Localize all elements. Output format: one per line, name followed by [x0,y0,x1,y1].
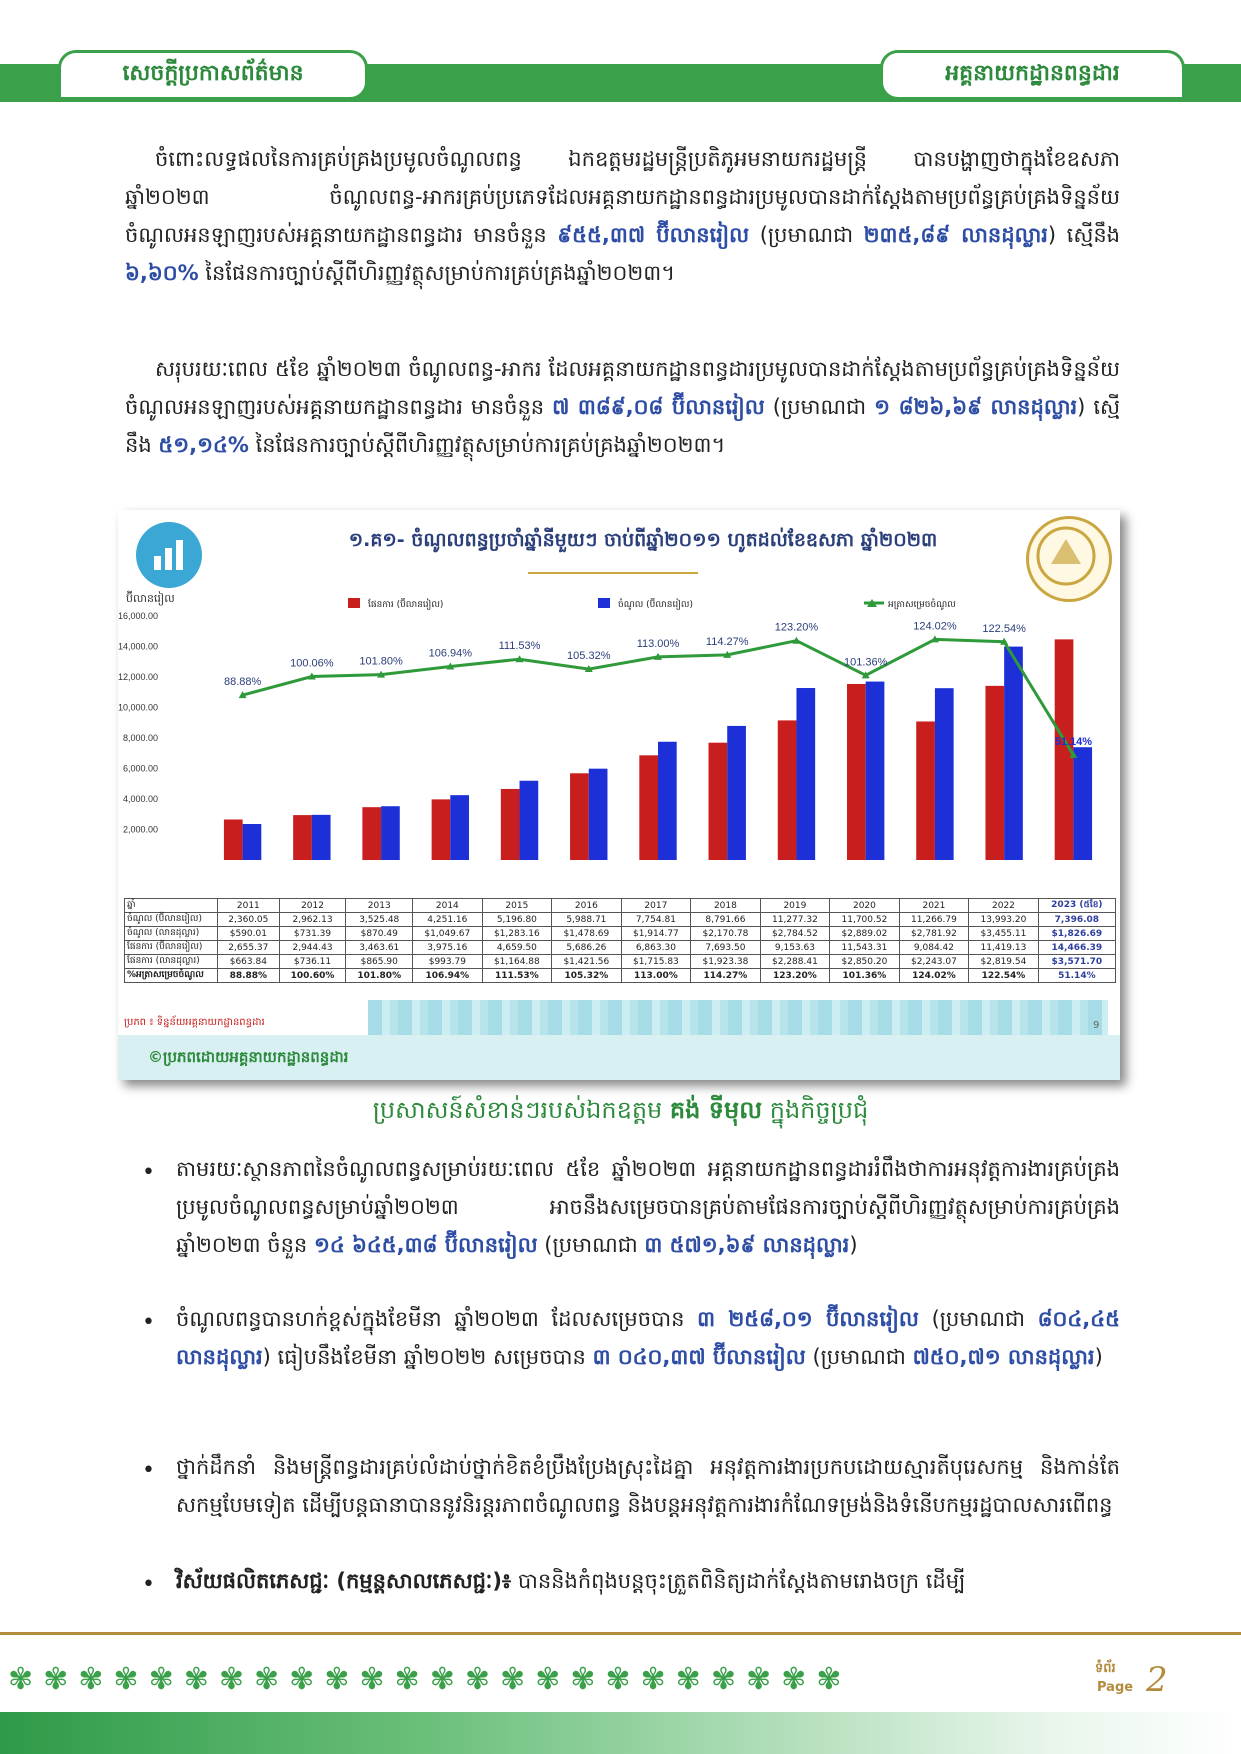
rate-data-label: 123.20% [774,621,819,634]
table-cell: 2017 [621,899,691,913]
bar-revenue [312,815,331,860]
highlight-amount: ១ ៨២៦,៦៩ លានដុល្លារ [874,395,1078,419]
bar-revenue [1004,647,1023,860]
bar-plan [501,789,520,860]
table-cell: $1,478.69 [552,927,622,941]
table-cell: 2020 [830,899,900,913]
page-label-kh: ទំព័រ [1095,1661,1116,1676]
footer-gradient [0,1712,1241,1754]
highlight-percent: ៥១,១៤% [158,433,249,457]
table-cell: 2015 [482,899,552,913]
y-tick-label: 10,000.00 [118,702,158,713]
ornament-icon: ✾ [429,1662,455,1697]
ornament-icon: ✾ [781,1662,807,1697]
table-cell: 13,993.20 [969,913,1039,927]
table-cell: 51.14% [1038,969,1115,983]
bar-revenue [520,781,539,860]
footer-ornament-row [8,1658,1048,1702]
skyline-decoration [368,1000,1108,1040]
table-cell: 2019 [760,899,830,913]
source-note: ប្រភព ៖ ទិន្នន័យអគ្គនាយកដ្ឋានពន្ធដារ [124,1017,265,1028]
table-cell: 2013 [346,899,413,913]
ornament-icon: ✾ [394,1662,420,1697]
bullet-item-2: ចំណូលពន្ធបានហក់ខ្ពស់ក្នុងខែមីនា ឆ្នាំ២០២៣ ដែលសម្រេចបាន ៣ ២៥៨,០១ ប៊ីលានរៀល (ប្រមាណជា ៨០៤,៤៥ លានដុល្លារ) ធៀបនឹងខែមីនា ឆ្នាំ២០២២ សម្រេចបាន ៣ ០៤០,៣៧ ប៊ីលានរៀល (ប្រមាណជា ៧៥០,៧១ លានដុល្លារ) [176,1307,1120,1369]
legend-label: អត្រាសម្រេចចំណូល [888,600,956,610]
header-left-label: សេចក្តីប្រកាសព័ត៌មាន [58,50,368,100]
table-cell: 101.36% [830,969,900,983]
panel-page-mark: 9 [1093,1020,1100,1031]
page-number: 2 [1146,1660,1168,1700]
rate-data-label: 106.94% [428,647,473,660]
rate-data-label: 101.80% [359,655,403,668]
table-cell: 6,863.30 [621,941,691,955]
table-cell: $663.84 [218,955,280,969]
table-row-header: ឆ្នាំ [125,899,218,913]
table-row-header: ផែនការ (លានដុល្លារ) [125,955,218,969]
table-cell: $1,049.67 [413,927,483,941]
table-cell: 2016 [552,899,622,913]
table-cell: 2,962.13 [279,913,346,927]
table-cell: 2021 [899,899,969,913]
table-row [125,927,1116,941]
table-cell: $731.39 [279,927,346,941]
bullet-dot: • [142,1160,155,1185]
table-cell: 2011 [218,899,280,913]
table-cell: 7,693.50 [691,941,761,955]
y-tick-label: 6,000.00 [122,763,158,774]
table-cell: $1,164.88 [482,955,552,969]
ornament-icon: ✾ [605,1662,631,1697]
table-cell: $3,455.11 [969,927,1039,941]
table-cell: 2,655.37 [218,941,280,955]
table-cell: $736.11 [279,955,346,969]
bar-revenue [658,742,677,860]
revenue-chart [118,598,1120,898]
bar-revenue [381,806,400,860]
table-cell: $1,914.77 [621,927,691,941]
rate-data-label: 111.53% [498,640,541,653]
bar-plan [639,755,658,860]
y-axis-label: ប៊ីលានរៀល [126,592,175,605]
rate-data-label: 124.02% [913,620,957,633]
paragraph-2: សរុបរយៈពេល ៥ខែ ឆ្នាំ២០២៣ ចំណូលពន្ធ-អាករ ដែលអគ្គនាយកដ្ឋានពន្ធដារប្រមូលបានដាក់ស្តែងតាមប្រព័ន្ធគ្រប់គ្រងទិន្នន័យចំណូលអនឡាញរបស់អគ្គនាយកដ្ឋានពន្ធដារ មានចំនួន ៧ ៣៨៩,០៨ ប៊ីលានរៀល (ប្រមាណជា ១ ៨២៦,៦៩ លានដុល្លារ) ស្មើនឹង ៥១,១៤% នៃផែនការច្បាប់ស្តីពីហិរញ្ញវត្ថុសម្រាប់ការគ្រប់គ្រងឆ្នាំ២០២៣។ [125,357,1120,457]
ornament-icon: ✾ [499,1662,526,1697]
bar-plan [570,773,589,860]
table-cell: $2,850.20 [830,955,900,969]
table-cell: $2,243.07 [899,955,969,969]
bullet-dot: • [142,1458,155,1483]
table-cell: 11,700.52 [830,913,900,927]
bar-plan [916,721,935,860]
bar-plan [709,743,728,860]
table-cell: 8,791.66 [691,913,761,927]
bullet-dot: • [142,1572,155,1597]
ornament-icon: ✾ [8,1662,34,1697]
table-row-header: %អត្រាសម្រេចចំណូល [125,969,218,983]
legend-swatch [348,598,360,608]
rate-data-label: 88.88% [223,676,262,689]
ornament-icon: ✾ [710,1662,736,1697]
table-cell: $2,170.78 [691,927,761,941]
table-cell: $1,923.38 [691,955,761,969]
bar-plan [293,815,312,860]
table-row-header: ចំណូល (លានដុល្លារ) [125,927,218,941]
table-cell: 9,153.63 [760,941,830,955]
chart-figure [118,510,1120,1080]
table-cell: 5,686.26 [552,941,622,955]
y-tick-label: 8,000.00 [122,733,158,743]
table-cell: 2012 [279,899,346,913]
table-row [125,941,1116,955]
ornament-icon: ✾ [113,1662,139,1697]
ornament-icon: ✾ [218,1662,244,1697]
table-cell: $2,288.41 [760,955,830,969]
gdt-seal-icon [1026,516,1112,602]
page-label-en: Page [1097,1680,1134,1695]
table-cell: $2,784.52 [760,927,830,941]
legend-label: ផែនការ (ប៊ីលានរៀល) [368,600,444,610]
bar-plan [985,686,1004,860]
table-row-header: ផែនការ (ប៊ីលានរៀល) [125,941,218,955]
table-cell: 11,543.31 [830,941,900,955]
table-cell: $2,889.02 [830,927,900,941]
section-subheading: ប្រសាសន៍សំខាន់ៗរបស់ឯកឧត្តម គង់ ទីមុល ក្នុងកិច្ចប្រជុំ [372,1096,869,1124]
table-cell: 114.27% [691,969,761,983]
table-row [125,969,1116,983]
table-row [125,899,1116,913]
bar-revenue [450,795,469,860]
ornament-icon: ✾ [78,1662,104,1697]
y-tick-label: 2,000.00 [122,824,158,835]
y-tick-label: 16,000.00 [118,611,158,621]
table-cell: 5,196.80 [482,913,552,927]
bar-plan [224,820,243,860]
bar-plan [432,799,451,860]
table-cell: $993.79 [413,955,483,969]
bar-revenue [243,824,262,860]
rate-data-label: 100.06% [290,657,334,670]
table-row [125,913,1116,927]
bar-plan [362,807,381,860]
table-row [125,955,1116,969]
legend-swatch [598,598,610,608]
bar-revenue [1073,747,1092,860]
table-cell: 106.94% [413,969,483,983]
table-cell: 9,084.42 [899,941,969,955]
table-row-header: ចំណូល (ប៊ីលានរៀល) [125,913,218,927]
table-cell: $590.01 [218,927,280,941]
table-cell: 5,988.71 [552,913,622,927]
bullet-item-1: តាមរយៈស្ថានភាពនៃចំណូលពន្ធសម្រាប់រយៈពេល ៥ខែ ឆ្នាំ២០២៣ អគ្គនាយកដ្ឋានពន្ធដាររំពឹងថាការអនុវត្តការងារគ្រប់គ្រងប្រមូលចំណូលពន្ធសម្រាប់ឆ្នាំ២០២៣ អាចនឹងសម្រេចបានគ្រប់តាមផែនការច្បាប់ស្តីពីហិរញ្ញវត្ថុសម្រាប់ការគ្រប់គ្រងឆ្នាំ២០២៣ ចំនួន ១៤ ៦៤៥,៣៨ ប៊ីលានរៀល (ប្រមាណជា ៣ ៥៧១,៦៩ លានដុល្លារ) [176,1157,1120,1257]
bar-plan [778,720,797,860]
bar-revenue [727,726,746,860]
bar-revenue [589,769,608,860]
y-tick-label: 14,000.00 [118,641,158,652]
table-cell: 111.53% [482,969,552,983]
table-cell: 11,419.13 [969,941,1039,955]
table-cell: $2,819.54 [969,955,1039,969]
ornament-icon: ✾ [640,1662,666,1697]
ornament-icon: ✾ [464,1662,490,1697]
table-cell: $1,283.16 [482,927,552,941]
table-cell: $1,421.56 [552,955,622,969]
bar-plan [847,684,866,860]
bar-revenue [796,688,815,860]
table-cell: 7,396.08 [1038,913,1115,927]
highlight-amount: ២៣៥,៨៩ លានដុល្លារ [863,223,1048,247]
ornament-icon: ✾ [359,1662,385,1697]
table-cell: 88.88% [218,969,280,983]
ornament-icon: ✾ [148,1662,174,1697]
chart-title: ១.គ១- ចំណូលពន្ធប្រចាំឆ្នាំនីមួយៗ ចាប់ពីឆ្នាំ២០១១ ហូតដល់ខែឧសភា ឆ្នាំ២០២៣ [348,529,938,551]
ornament-icon: ✾ [43,1662,69,1697]
ornament-icon: ✾ [675,1662,701,1697]
table-cell: 122.54% [969,969,1039,983]
header-right-label: អគ្គនាយកដ្ឋានពន្ធដារ [880,50,1185,100]
table-cell: 3,975.16 [413,941,483,955]
ornament-icon: ✾ [289,1662,315,1697]
table-cell: $870.49 [346,927,413,941]
table-cell: 100.60% [279,969,346,983]
bar-revenue [866,682,885,860]
ornament-icon: ✾ [535,1662,561,1697]
ornament-icon: ✾ [745,1662,772,1697]
table-cell: 101.80% [346,969,413,983]
y-tick-label: 12,000.00 [118,672,158,682]
highlight-amount: ៩៥៥,៣៧ ប៊ីលានរៀល [557,223,750,247]
table-cell: 4,251.16 [413,913,483,927]
bullet-item-3: ថ្នាក់ដឹកនាំ និងមន្ត្រីពន្ធដារគ្រប់លំដាប់ថ្នាក់ខិតខំប្រឹងប្រែងស្រុះដៃគ្នា អនុវត្តការងារប្រកបដោយស្មារតីបុរេសកម្ម និងកាន់តែសកម្មបែមទៀត ដើម្បីបន្តធានាបាននូវនិរន្តរភាពចំណូលពន្ធ និងបន្តអនុវត្តការងារកំណែទម្រង់និងទំនើបកម្មរដ្ឋបាលសារពើពន្ធ [176,1455,1120,1517]
rate-data-label: 122.54% [982,622,1026,635]
official-name: គង់ ទីមុល [669,1096,763,1124]
table-cell: $1,826.69 [1038,927,1115,941]
table-cell: 3,525.48 [346,913,413,927]
table-cell: 124.02% [899,969,969,983]
table-cell: 7,754.81 [621,913,691,927]
table-cell: 2,360.05 [218,913,280,927]
table-cell: 11,266.79 [899,913,969,927]
bullet-dot: • [142,1310,155,1335]
table-cell: $2,781.92 [899,927,969,941]
table-cell: 11,277.32 [760,913,830,927]
table-cell: 2014 [413,899,483,913]
highlight-percent: ៦,៦០% [125,261,199,285]
table-cell: 123.20% [760,969,830,983]
bar-chart-icon [136,522,202,588]
paragraph-1: ចំពោះលទ្ធផលនៃការគ្រប់គ្រងប្រមូលចំណូលពន្ធ ឯកឧត្តមរដ្ឋមន្ត្រីប្រតិភូអមនាយករដ្ឋមន្ត្រី បានបង្ហាញថាក្នុងខែឧសភា ឆ្នាំ២០២៣ ចំណូលពន្ធ-អាករគ្រប់ប្រភេទដែលអគ្គនាយកដ្ឋានពន្ធដារប្រមូលបានដាក់ស្តែងតាមប្រព័ន្ធគ្រប់គ្រងទិន្នន័យចំណូលអនឡាញរបស់អគ្គនាយកដ្ឋានពន្ធដារ មានចំនួន ៩៥៥,៣៧ ប៊ីលានរៀល (ប្រមាណជា ២៣៥,៨៩ លានដុល្លារ) ស្មើនឹង ៦,៦០% នៃផែនការច្បាប់ស្តីពីហិរញ្ញវត្ថុសម្រាប់ការគ្រប់គ្រងឆ្នាំ២០២៣។ [125,147,1120,285]
ornament-icon: ✾ [570,1662,596,1697]
panel-footer-text: ©ប្រភពដោយអគ្គនាយកដ្ឋានពន្ធដារ [148,1048,349,1066]
table-cell: 4,659.50 [482,941,552,955]
rate-data-label: 105.32% [567,650,611,663]
rate-data-label: 51.14% [1054,735,1093,748]
footer-rule [0,1632,1241,1635]
table-cell: 2022 [969,899,1039,913]
rate-data-label: 101.36% [843,656,888,669]
table-cell: 3,463.61 [346,941,413,955]
table-cell: $865.90 [346,955,413,969]
ornament-icon: ✾ [253,1662,280,1697]
bullet-item-4: វិស័យផលិតភេសជ្ជៈ (កម្មន្តសាលភេសជ្ជៈ)៖ បាននិងកំពុងបន្តចុះត្រួតពិនិត្យដាក់ស្តែងតាមរោងចក្រ ដើម្បី [176,1569,966,1593]
table-cell: 2023 (៥ខែ) [1038,899,1115,913]
bar-revenue [935,688,954,860]
rate-data-label: 114.27% [705,635,749,648]
table-cell: $3,571.70 [1038,955,1115,969]
table-cell: 2018 [691,899,761,913]
table-cell: 14,466.39 [1038,941,1115,955]
rate-data-label: 113.00% [636,637,680,650]
title-ornament [528,572,698,574]
ornament-icon: ✾ [183,1662,209,1697]
chart-data-table [124,898,1116,983]
y-tick-label: 4,000.00 [122,794,158,804]
table-cell: $1,715.83 [621,955,691,969]
table-cell: 105.32% [552,969,622,983]
ornament-icon: ✾ [816,1662,842,1697]
highlight-amount: ៧ ៣៨៩,០៨ ប៊ីលានរៀល [552,395,765,419]
table-cell: 2,944.43 [279,941,346,955]
table-cell: 113.00% [621,969,691,983]
legend-label: ចំណូល (ប៊ីលានរៀល) [618,600,693,610]
bullet-label: វិស័យផលិតភេសជ្ជៈ (កម្មន្តសាលភេសជ្ជៈ)៖ [176,1569,512,1593]
ornament-icon: ✾ [324,1662,350,1697]
